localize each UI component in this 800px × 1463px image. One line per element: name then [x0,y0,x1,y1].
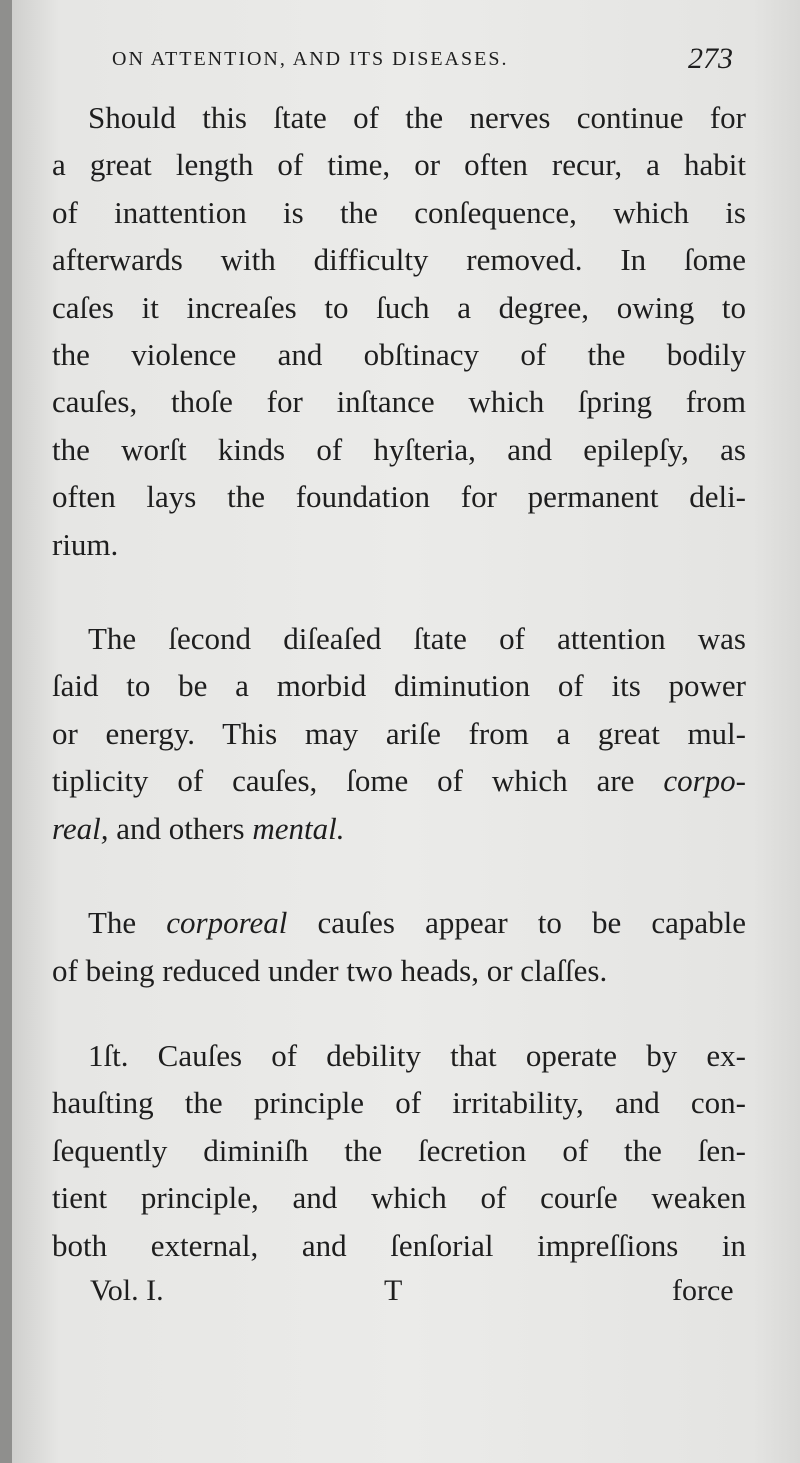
paragraph-4 [52,1032,746,1269]
page-header [12,36,800,86]
italic-text: corpo- [663,763,746,799]
text-line-wrap [52,899,746,946]
text-line-wrap [52,757,746,804]
volume-signature: Vol. I. [90,1274,164,1307]
paragraph-2 [52,615,746,852]
text-line: ſequently diminiſh the ſecretion of the ſen- [52,1132,746,1168]
text-line: hauſting the principle of irritability, and con- [52,1085,746,1121]
text-line: tiplicity of cauſes, ſome of which are [52,763,664,799]
text-line: the worſt kinds of hyſteria, and epilepſy, as [52,431,746,467]
paragraph-3 [52,899,746,994]
italic-text: corporeal [166,905,288,941]
text-line: The ſecond diſeaſed ſtate of attention was [88,621,746,657]
text-line: of being reduced under two heads, or claſſes. [52,952,608,988]
text-fragment: The [88,905,167,941]
text-line: Should this ſtate of the nerves continue for [88,100,746,135]
gathering-signature: T [384,1274,403,1307]
paragraph-1 [52,94,746,568]
text-line: rium. [52,526,119,562]
catchword: force [672,1274,734,1307]
text-line: of inattention is the conſequence, which is [52,194,746,230]
text-line: the violence and obſtinacy of the bodily [52,337,746,373]
text-line: or energy. This may ariſe from a great mul- [52,715,746,751]
paragraph-gap [52,568,746,615]
text-line-wrap [52,805,746,852]
body-text [52,94,746,1269]
paragraph-gap [52,994,746,1032]
text-line: ſaid to be a morbid diminution of its power [52,668,746,704]
text-line: afterwards with difficulty removed. In ſome [52,242,746,278]
page-number: 273 [688,42,733,75]
text-line: both external, and ſenſorial impreſſions in [52,1227,746,1263]
paragraph-gap [52,852,746,899]
text-line: 1ſt. Cauſes of debility that operate by ex- [88,1037,746,1073]
text-line: a great length of time, or often recur, a habit [52,147,746,183]
italic-text: mental. [252,810,345,846]
italic-text: real, [52,810,109,846]
book-page [12,0,800,1463]
text-fragment: cauſes appear to be capable [287,905,746,941]
text-line: cauſes, thoſe for inſtance which ſpring from [52,384,746,420]
text-line: caſes it increaſes to ſuch a degree, owing to [52,289,746,325]
text-line: often lays the foundation for permanent deli- [52,479,746,515]
text-fragment: and others [108,810,253,846]
page-footer [12,1270,800,1320]
running-head: ON ATTENTION, AND ITS DISEASES. [112,48,509,70]
text-line: tient principle, and which of courſe weaken [52,1180,746,1216]
